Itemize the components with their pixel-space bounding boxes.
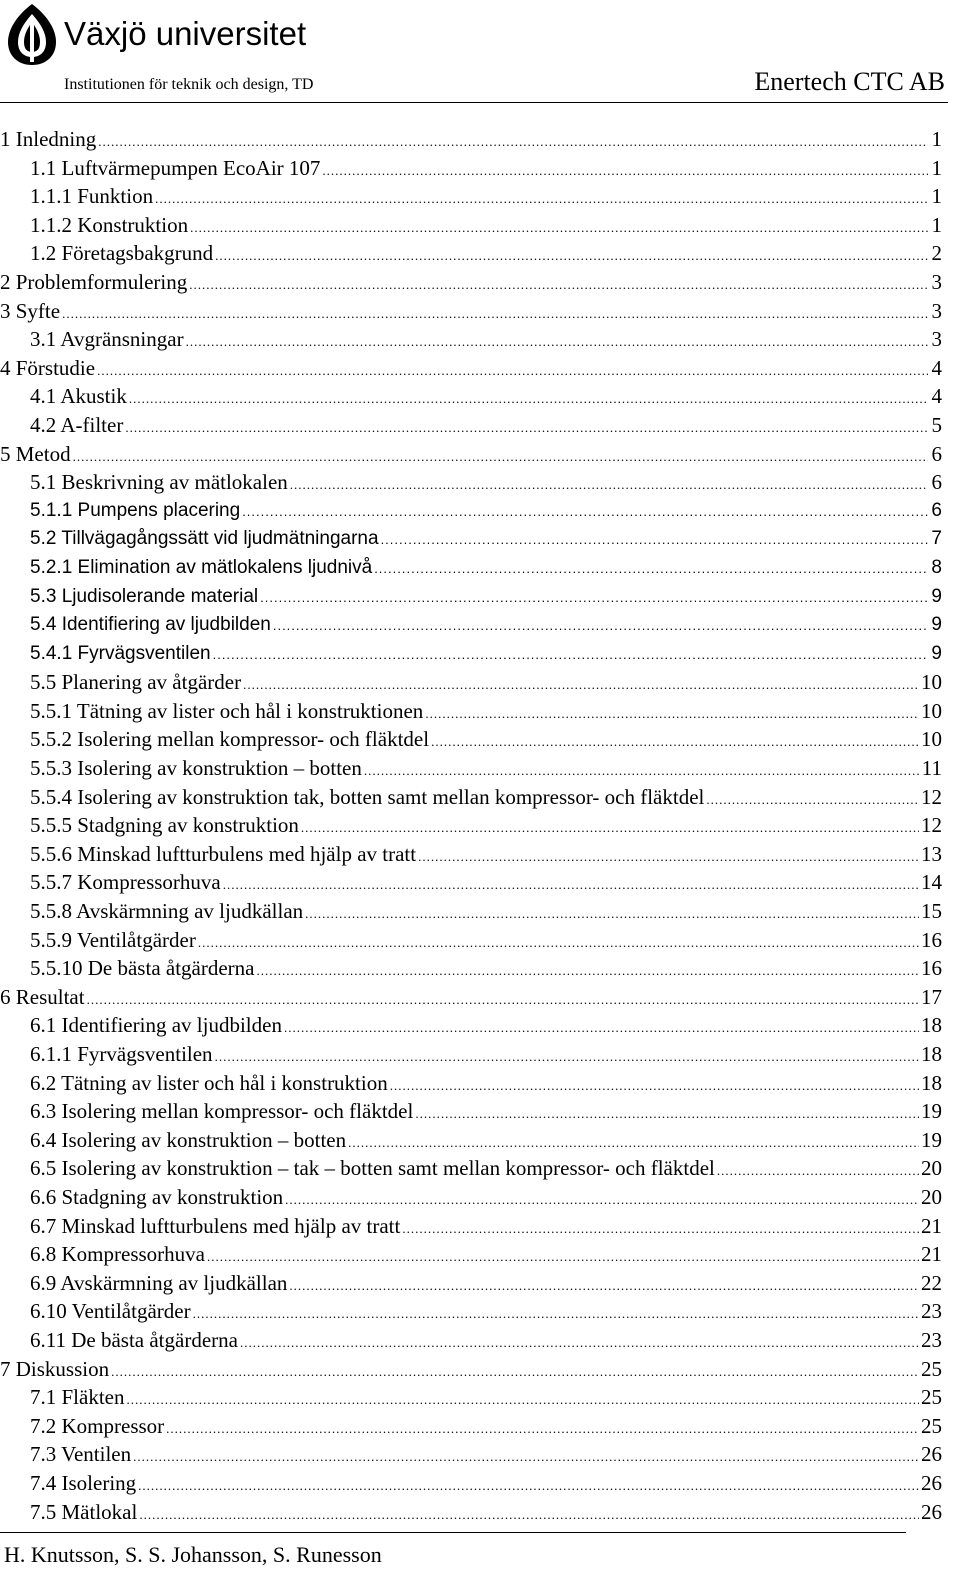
toc-entry[interactable] bbox=[0, 325, 942, 354]
toc-entry-page: 19 bbox=[921, 1127, 942, 1152]
toc-entry[interactable] bbox=[0, 1355, 942, 1384]
toc-entry[interactable] bbox=[0, 525, 942, 554]
toc-dot-leader bbox=[390, 1072, 919, 1098]
toc-entry-title: 6.10 Ventilåtgärder bbox=[30, 1299, 191, 1324]
toc-entry[interactable] bbox=[0, 1326, 942, 1355]
toc-entry-title: 5.2.1 Elimination av mätlokalens ljudnivå bbox=[30, 556, 373, 578]
toc-entry-page: 10 bbox=[921, 727, 942, 752]
toc-entry-page: 26 bbox=[921, 1442, 942, 1467]
toc-entry-page: 20 bbox=[921, 1156, 942, 1181]
toc-entry-page: 3 bbox=[931, 298, 942, 323]
toc-entry-title: 7.3 Ventilen bbox=[30, 1442, 132, 1467]
toc-entry-page: 26 bbox=[921, 1470, 942, 1495]
toc-entry-page: 8 bbox=[931, 556, 942, 578]
table-of-contents bbox=[0, 125, 942, 1526]
toc-entry[interactable] bbox=[0, 697, 942, 726]
toc-dot-leader bbox=[98, 128, 928, 154]
toc-entry-title: 4 Förstudie bbox=[0, 355, 96, 380]
toc-entry-title: 7 Diskussion bbox=[0, 1356, 110, 1381]
toc-entry-title: 5.2 Tillvägagångssätt vid ljudmätningarna bbox=[30, 528, 379, 550]
toc-dot-leader bbox=[133, 1443, 919, 1469]
toc-entry-title: 7.1 Fläkten bbox=[30, 1385, 125, 1410]
toc-entry[interactable] bbox=[0, 1240, 942, 1269]
toc-dot-leader bbox=[290, 471, 928, 497]
toc-entry-title: 5.5 Planering av åtgärder bbox=[30, 670, 242, 695]
footer-divider bbox=[0, 1532, 906, 1533]
toc-dot-leader bbox=[425, 700, 919, 726]
toc-entry-title: 6.3 Isolering mellan kompressor- och fläktdel bbox=[30, 1099, 414, 1124]
toc-entry-page: 1 bbox=[931, 155, 942, 180]
toc-dot-leader bbox=[190, 214, 928, 240]
toc-entry-title: 1 Inledning bbox=[0, 127, 97, 151]
toc-entry-page: 21 bbox=[921, 1242, 942, 1267]
toc-entry-title: 5.5.9 Ventilåtgärder bbox=[30, 927, 196, 952]
toc-entry-title: 5.1.1 Pumpens placering bbox=[30, 499, 241, 521]
toc-entry-page: 6 bbox=[931, 470, 942, 495]
toc-entry[interactable] bbox=[0, 668, 942, 697]
toc-entry[interactable] bbox=[0, 754, 942, 783]
toc-entry-page: 25 bbox=[921, 1413, 942, 1438]
toc-entry[interactable] bbox=[0, 1097, 942, 1126]
toc-entry[interactable] bbox=[0, 811, 942, 840]
toc-entry-page: 5 bbox=[931, 412, 942, 437]
toc-dot-leader bbox=[285, 1186, 919, 1212]
toc-dot-leader bbox=[166, 1415, 919, 1441]
toc-entry[interactable] bbox=[0, 1126, 942, 1155]
toc-entry-title: 6.7 Minskad luftturbulens med hjälp av tratt bbox=[30, 1213, 401, 1238]
toc-entry-page: 25 bbox=[921, 1356, 942, 1381]
toc-entry[interactable] bbox=[0, 954, 942, 983]
toc-entry[interactable] bbox=[0, 154, 942, 183]
toc-dot-leader bbox=[348, 1129, 919, 1155]
toc-dot-leader bbox=[223, 871, 919, 897]
toc-entry[interactable] bbox=[0, 1212, 942, 1241]
toc-entry-page: 26 bbox=[921, 1499, 942, 1524]
toc-entry-title: 5 Metod bbox=[0, 441, 71, 466]
toc-entry-page: 9 bbox=[931, 614, 942, 636]
toc-entry-title: 1.1 Luftvärmepumpen EcoAir 107 bbox=[30, 155, 321, 180]
toc-entry[interactable] bbox=[0, 1383, 942, 1412]
toc-entry-title: 5.5.10 De bästa åtgärderna bbox=[30, 956, 255, 981]
toc-entry[interactable] bbox=[0, 1469, 942, 1498]
toc-entry[interactable] bbox=[0, 1011, 942, 1040]
toc-entry-page: 16 bbox=[921, 956, 942, 981]
toc-entry-page: 14 bbox=[921, 870, 942, 895]
toc-entry-title: 5.4.1 Fyrvägsventilen bbox=[30, 642, 211, 664]
toc-dot-leader bbox=[139, 1501, 919, 1527]
toc-entry[interactable] bbox=[0, 1069, 942, 1098]
toc-entry-page: 19 bbox=[921, 1099, 942, 1124]
toc-entry-page: 9 bbox=[931, 642, 942, 664]
toc-entry-title: 5.5.3 Isolering av konstruktion – botten bbox=[30, 756, 362, 781]
toc-dot-leader bbox=[213, 641, 928, 669]
toc-entry-title: 6 Resultat bbox=[0, 984, 85, 1009]
toc-entry-title: 5.5.5 Stadgning av konstruktion bbox=[30, 813, 299, 838]
toc-dot-leader bbox=[62, 300, 928, 326]
toc-entry[interactable] bbox=[0, 411, 942, 440]
toc-dot-leader bbox=[381, 526, 928, 554]
toc-entry[interactable] bbox=[0, 125, 942, 154]
toc-dot-leader bbox=[125, 414, 928, 440]
toc-entry[interactable] bbox=[0, 640, 942, 669]
toc-dot-leader bbox=[364, 757, 920, 783]
toc-entry-title: 2 Problemformulering bbox=[0, 269, 188, 294]
toc-dot-leader bbox=[257, 957, 920, 983]
toc-entry-title: 6.4 Isolering av konstruktion – botten bbox=[30, 1127, 347, 1152]
toc-entry[interactable] bbox=[0, 1498, 942, 1527]
toc-entry[interactable] bbox=[0, 382, 942, 411]
toc-entry-page: 1 bbox=[931, 212, 942, 237]
toc-entry[interactable] bbox=[0, 840, 942, 869]
toc-entry[interactable] bbox=[0, 554, 942, 583]
toc-dot-leader bbox=[301, 814, 919, 840]
toc-dot-leader bbox=[193, 1300, 919, 1326]
toc-dot-leader bbox=[305, 900, 919, 926]
toc-dot-leader bbox=[260, 584, 928, 612]
toc-dot-leader bbox=[322, 157, 928, 183]
toc-entry-page: 6 bbox=[931, 441, 942, 466]
toc-entry-page: 13 bbox=[921, 841, 942, 866]
toc-dot-leader bbox=[215, 1043, 919, 1069]
toc-dot-leader bbox=[198, 929, 919, 955]
toc-dot-leader bbox=[273, 612, 928, 640]
toc-entry-page: 4 bbox=[931, 355, 942, 380]
toc-dot-leader bbox=[207, 1243, 919, 1269]
toc-entry[interactable] bbox=[0, 211, 942, 240]
toc-entry[interactable] bbox=[0, 440, 942, 469]
toc-entry-title: 5.5.1 Tätning av lister och hål i konstruktionen bbox=[30, 698, 424, 723]
toc-dot-leader bbox=[374, 555, 928, 583]
toc-entry-title: 4.2 A-filter bbox=[30, 412, 124, 437]
toc-dot-leader bbox=[155, 185, 928, 211]
university-name: Växjö universitet bbox=[64, 15, 307, 52]
toc-entry-page: 1 bbox=[931, 184, 942, 209]
toc-entry-title: 4.1 Akustik bbox=[30, 384, 127, 409]
toc-entry-page: 20 bbox=[921, 1184, 942, 1209]
toc-entry-title: 5.5.6 Minskad luftturbulens med hjälp av tratt bbox=[30, 841, 417, 866]
toc-entry-title: 6.9 Avskärmning av ljudkällan bbox=[30, 1270, 288, 1295]
toc-entry[interactable] bbox=[0, 297, 942, 326]
toc-entry-page: 21 bbox=[921, 1213, 942, 1238]
toc-entry-title: 5.5.8 Avskärmning av ljudkällan bbox=[30, 899, 304, 924]
toc-dot-leader bbox=[706, 786, 919, 812]
toc-entry[interactable] bbox=[0, 1440, 942, 1469]
toc-entry[interactable] bbox=[0, 868, 942, 897]
toc-entry[interactable] bbox=[0, 897, 942, 926]
toc-entry-page: 25 bbox=[921, 1385, 942, 1410]
toc-entry-page: 10 bbox=[921, 670, 942, 695]
toc-dot-leader bbox=[186, 328, 928, 354]
toc-dot-leader bbox=[215, 242, 928, 268]
toc-dot-leader bbox=[73, 443, 928, 469]
toc-entry-page: 4 bbox=[931, 384, 942, 409]
department-name: Institutionen för teknik och design, TD bbox=[64, 76, 314, 93]
toc-entry[interactable] bbox=[0, 1269, 942, 1298]
authors: H. Knutsson, S. S. Johansson, S. Runesson bbox=[4, 1542, 382, 1567]
toc-entry[interactable] bbox=[0, 268, 942, 297]
toc-entry-title: 5.5.7 Kompressorhuva bbox=[30, 870, 221, 895]
toc-dot-leader bbox=[242, 498, 928, 526]
toc-entry[interactable] bbox=[0, 725, 942, 754]
toc-entry-title: 6.2 Tätning av lister och hål i konstruktion bbox=[30, 1070, 388, 1095]
toc-dot-leader bbox=[284, 1014, 919, 1040]
toc-entry[interactable] bbox=[0, 926, 942, 955]
toc-entry-title: 6.5 Isolering av konstruktion – tak – botten samt mellan kompressor- och fläktdel bbox=[30, 1156, 715, 1181]
toc-dot-leader bbox=[138, 1472, 919, 1498]
toc-dot-leader bbox=[240, 1329, 919, 1355]
toc-entry[interactable] bbox=[0, 611, 942, 640]
toc-entry-title: 6.8 Kompressorhuva bbox=[30, 1242, 205, 1267]
toc-entry[interactable] bbox=[0, 1183, 942, 1212]
toc-entry-title: 5.3 Ljudisolerande material bbox=[30, 585, 259, 607]
toc-entry-title: 5.5.4 Isolering av konstruktion tak, botten samt mellan kompressor- och fläktdel bbox=[30, 784, 705, 809]
toc-entry[interactable] bbox=[0, 983, 942, 1012]
toc-dot-leader bbox=[129, 385, 928, 411]
toc-entry-page: 11 bbox=[921, 756, 942, 781]
toc-entry-page: 17 bbox=[921, 984, 942, 1009]
toc-entry-page: 16 bbox=[921, 927, 942, 952]
toc-entry-title: 5.5.2 Isolering mellan kompressor- och fläktdel bbox=[30, 727, 430, 752]
toc-entry[interactable] bbox=[0, 239, 942, 268]
toc-entry-title: 6.11 De bästa åtgärderna bbox=[30, 1327, 238, 1352]
university-logo-icon bbox=[4, 2, 60, 68]
toc-entry-title: 5.1 Beskrivning av mätlokalen bbox=[30, 470, 288, 495]
toc-entry[interactable] bbox=[0, 497, 942, 526]
toc-entry-page: 23 bbox=[921, 1327, 942, 1352]
toc-entry[interactable] bbox=[0, 1040, 942, 1069]
toc-dot-leader bbox=[431, 728, 919, 754]
toc-dot-leader bbox=[243, 671, 919, 697]
toc-dot-leader bbox=[415, 1100, 919, 1126]
toc-dot-leader bbox=[189, 271, 928, 297]
toc-entry-title: 1.1.1 Funktion bbox=[30, 184, 154, 209]
toc-entry-page: 15 bbox=[921, 899, 942, 924]
toc-entry-page: 7 bbox=[931, 528, 942, 550]
toc-entry[interactable] bbox=[0, 182, 942, 211]
toc-entry[interactable] bbox=[0, 1297, 942, 1326]
toc-entry[interactable] bbox=[0, 468, 942, 497]
toc-entry-page: 2 bbox=[931, 241, 942, 266]
toc-entry-page: 6 bbox=[931, 499, 942, 521]
toc-entry-title: 3 Syfte bbox=[0, 298, 61, 323]
toc-entry-title: 7.5 Mätlokal bbox=[30, 1499, 138, 1524]
header-divider bbox=[0, 102, 948, 103]
toc-entry-page: 18 bbox=[921, 1070, 942, 1095]
toc-entry-title: 6.6 Stadgning av konstruktion bbox=[30, 1184, 284, 1209]
toc-entry-page: 18 bbox=[921, 1042, 942, 1066]
toc-entry-title: 3.1 Avgränsningar bbox=[30, 327, 184, 352]
toc-entry[interactable] bbox=[0, 1412, 942, 1441]
page-header bbox=[0, 0, 960, 110]
toc-entry[interactable] bbox=[0, 354, 942, 383]
toc-dot-leader bbox=[127, 1386, 920, 1412]
company-name: Enertech CTC AB bbox=[754, 67, 945, 96]
toc-entry-page: 22 bbox=[921, 1270, 942, 1295]
toc-dot-leader bbox=[418, 843, 919, 869]
toc-entry-page: 12 bbox=[921, 813, 942, 838]
toc-entry-page: 23 bbox=[921, 1299, 942, 1324]
toc-dot-leader bbox=[111, 1358, 919, 1384]
toc-entry-page: 12 bbox=[921, 784, 942, 809]
toc-dot-leader bbox=[87, 986, 919, 1012]
toc-entry-title: 1.1.2 Konstruktion bbox=[30, 212, 189, 237]
toc-dot-leader bbox=[402, 1215, 919, 1241]
toc-entry-page: 3 bbox=[931, 327, 942, 352]
toc-entry[interactable] bbox=[0, 783, 942, 812]
toc-dot-leader bbox=[97, 357, 928, 383]
toc-entry[interactable] bbox=[0, 1154, 942, 1183]
toc-entry-page: 10 bbox=[921, 698, 942, 723]
toc-entry-title: 6.1.1 Fyrvägsventilen bbox=[30, 1042, 213, 1066]
toc-entry-page: 9 bbox=[931, 585, 942, 607]
toc-dot-leader bbox=[289, 1272, 919, 1298]
toc-entry-page: 1 bbox=[931, 127, 942, 151]
toc-dot-leader bbox=[717, 1157, 919, 1183]
toc-entry-title: 1.2 Företagsbakgrund bbox=[30, 241, 214, 266]
toc-entry-page: 18 bbox=[921, 1013, 942, 1038]
toc-entry[interactable] bbox=[0, 583, 942, 612]
toc-entry-title: 5.4 Identifiering av ljudbilden bbox=[30, 614, 271, 636]
toc-entry-title: 6.1 Identifiering av ljudbilden bbox=[30, 1013, 282, 1038]
toc-entry-page: 3 bbox=[931, 269, 942, 294]
toc-entry-title: 7.4 Isolering bbox=[30, 1470, 137, 1495]
toc-entry-title: 7.2 Kompressor bbox=[30, 1413, 165, 1438]
